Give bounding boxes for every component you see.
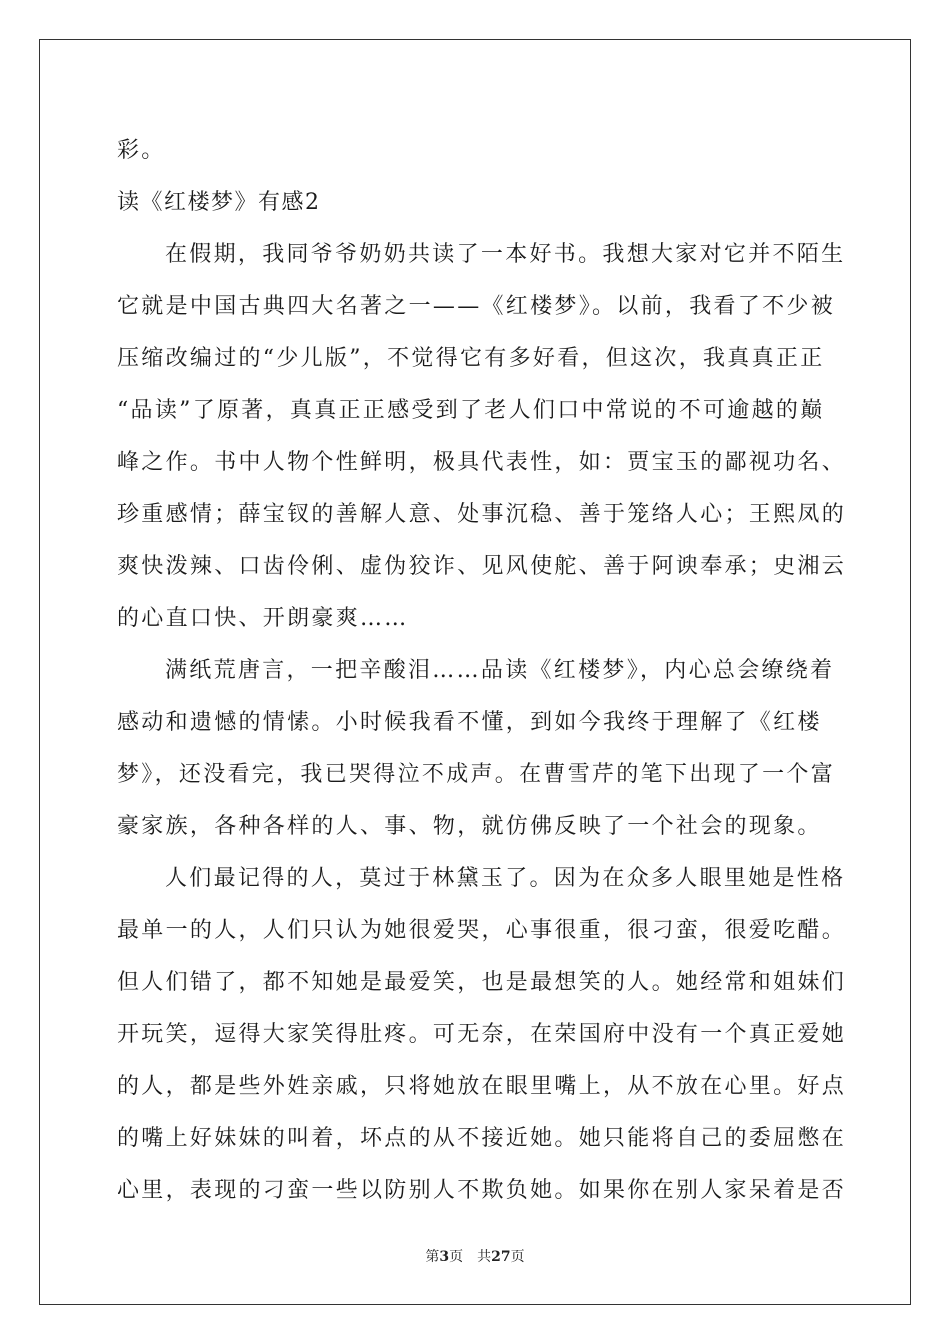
text-line: 峰之作。书中人物个性鲜明，极具代表性，如：贾宝玉的鄙视功名、 (117, 450, 847, 475)
page-number: 3 (439, 1249, 450, 1265)
paragraph-start-line: 满纸荒唐言，一把辛酸泪……品读《红楼梦》，内心总会缭绕着 (165, 658, 835, 683)
section-heading: 读《红楼梦》有感2 (117, 190, 321, 215)
text-line: 压缩改编过的“少儿版”，不觉得它有多好看，但这次，我真真正正 (117, 346, 825, 371)
text-line: 的人，都是些外姓亲戚，只将她放在眼里嘴上，从不放在心里。好点 (117, 1074, 847, 1099)
text-line: 的心直口快、开朗豪爽…… (117, 606, 409, 631)
text-line: 梦》，还没看完，我已哭得泣不成声。在曹雪芹的笔下出现了一个富 (117, 762, 836, 787)
document-body (117, 125, 847, 1217)
text-line: 感动和遗憾的情愫。小时候我看不懂，到如今我终于理解了《红楼 (117, 710, 822, 735)
paragraph-start-line: 人们最记得的人，莫过于林黛玉了。因为在众多人眼里她是性格 (165, 866, 846, 891)
page-prefix: 第 (425, 1249, 440, 1265)
page-suffix: 页 (449, 1249, 464, 1265)
text-line: 的嘴上好妹妹的叫着，坏点的从不接近她。她只能将自己的委屈憋在 (117, 1126, 847, 1151)
text-line: 它就是中国古典四大名著之一——《红楼梦》。以前，我看了不少被 (117, 294, 836, 319)
total-prefix: 共 (477, 1249, 492, 1265)
text-line: 最单一的人，人们只认为她很爱哭，心事很重，很刁蛮，很爱吃醋。 (117, 918, 847, 943)
text-line: 爽快泼辣、口齿伶俐、虚伪狡诈、见风使舵、善于阿谀奉承；史湘云 (117, 554, 847, 579)
text-line: 开玩笑，逗得大家笑得肚疼。可无奈，在荣国府中没有一个真正爱她 (117, 1022, 847, 1047)
text-line: 豪家族，各种各样的人、事、物，就仿佛反映了一个社会的现象。 (117, 814, 822, 839)
total-suffix: 页 (510, 1249, 525, 1265)
text-line: 珍重感情；薛宝钗的善解人意、处事沉稳、善于笼络人心；王熙凤的 (117, 502, 847, 527)
paragraph-start-line: 在假期，我同爷爷奶奶共读了一本好书。我想大家对它并不陌生 (165, 242, 846, 267)
text-line: 但人们错了，都不知她是最爱笑，也是最想笑的人。她经常和姐妹们 (117, 970, 847, 995)
text-line: 心里，表现的刁蛮一些以防别人不欺负她。如果你在别人家呆着是否 (117, 1178, 847, 1203)
text-line: “品读”了原著，真真正正感受到了老人们口中常说的不可逾越的巅 (117, 398, 825, 423)
text-line: 彩。 (117, 138, 166, 163)
total-pages: 27 (491, 1249, 511, 1265)
page-footer (0, 1246, 950, 1266)
